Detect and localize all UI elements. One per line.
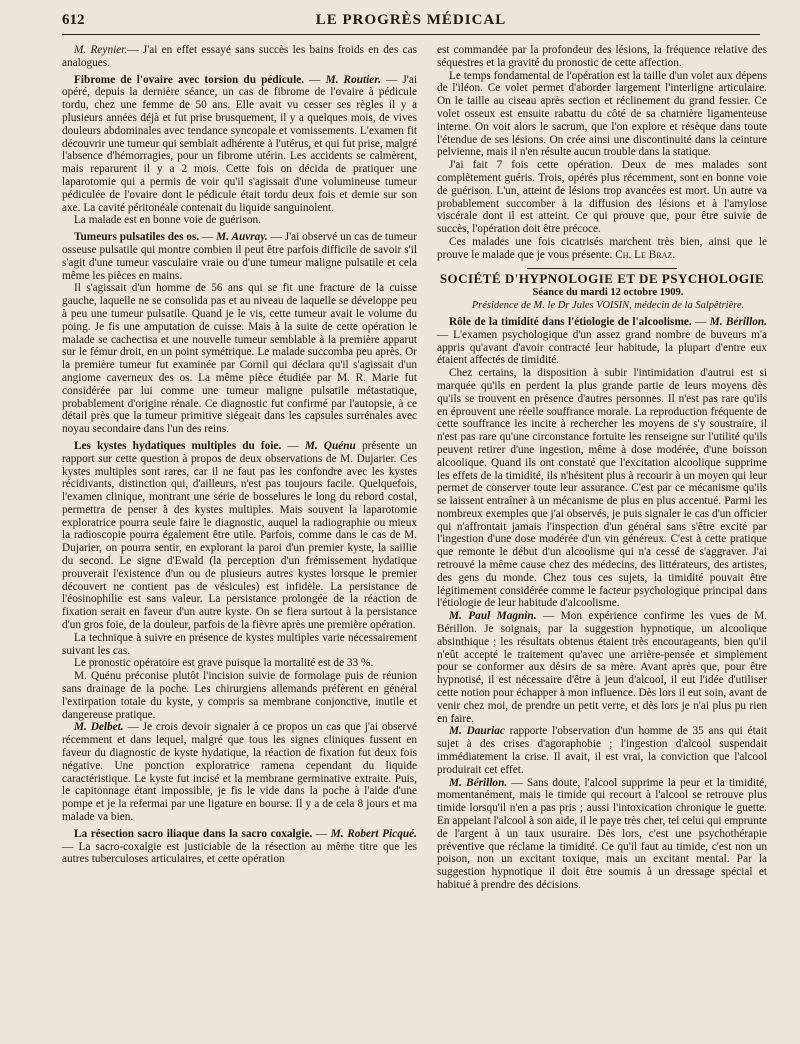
author-signature: Ch. Le Braz.	[615, 248, 676, 261]
society-title: SOCIÉTÉ D'HYPNOLOGIE ET DE PSYCHOLOGIE	[439, 270, 765, 286]
section-title: La résection sacro iliaque dans la sacro coxalgie.	[74, 827, 313, 840]
paragraph: Ces malades une fois cicatrisés marchent très bien, ainsi que le prouve le malade que je vous présente. Ch. Le Braz.	[437, 235, 767, 261]
paragraph: J'ai fait 7 fois cette opération. Deux de mes malades sont complètement guéris. Trois, opérés plus récemment, sont en bonne voie de guérison. L'un, atteint de lésions trop avancées est mort. Un autre va probablement succomber à la diffusion des lésions et à l'amylose viscérale dont il est atteint. Ce qui prouve que, pour être suivie de succès, l'opération doit être précoce.	[437, 159, 767, 236]
paragraph: M. Reynier.— J'ai en effet essayé sans succès les bains froids en des cas analogues.	[62, 44, 417, 69]
session-date: Séance du mardi 12 octobre 1909.	[532, 287, 684, 299]
page-header	[62, 10, 760, 35]
speaker-name: M. Quénu	[304, 439, 356, 452]
paragraph: M. Quénu préconise plutôt l'incision suivie de formolage puis de réunion sans drainage de la poche. Les chirurgiens allemands préfèrent en général l'extirpation totale du kyste, y compris sa membrane conjonctive, inutile et dangereuse pratique.	[62, 670, 417, 721]
paragraph: M. Dauriac rapporte l'observation d'un homme de 35 ans qui était sujet à des crises d'agoraphobie ; l'ingestion d'alcool suspendait immédiatement la crise. Il avait, il est vrai, la conviction que l'alcool produirait cet effet.	[437, 725, 768, 776]
paragraph: est commandée par la profondeur des lésions, la fréquence relative des séquestres et la gravité du pronostic de cette affection.	[437, 44, 767, 69]
paragraph: Le temps fondamental de l'opération est la taille d'un volet aux dépens de l'iléon. Ce volet permet d'aborder largement l'interligne articulaire. On le taille au ciseau après section et réclinement du grand fessier. Ce volet osseux est ensuite rabattu du côté de sa charnière ligamenteuse interne. On voit alors le sacrum, que l'on explore et résèque dans toute l'étendue de ses lésions. On crée ainsi une discontinuité dans la ceinture pelvienne, mais il n'en résulte aucun trouble dans la statique.	[437, 69, 767, 159]
section-fibrome: Fibrome de l'ovaire avec torsion du pédicule. — M. Routier. — J'ai opéré, depuis la dernière séance, un cas de fibrome de l'ovaire à pédicule tordu, chez une femme de 50 ans. Elle avait vu cesser ses règles il y a plusieurs années déjà et fut prise brusquement, il y a quelques mois, de vives douleurs abdominales avec tendance syncopale et vomissements. L'examen fit découvrir une tumeur qui semblait adhérente à l'utérus, et qui fut prise, malgré l'absence d'hémorragies, pour un fibrome utérin. Les accidents se calmèrent, mais reparurent il y a 2 mois. Cette fois on décida de pratiquer une laparotomie qui a permis de voir qu'il s'agissait d'une volumineuse tumeur pédiculée de l'ovaire dont le pédicule était tordu deux fois et demie sur son axe. La cavité péritonéale contenait du liquide sanguinolent.	[62, 73, 417, 214]
speaker-name: M. Paul Magnin.	[449, 610, 537, 623]
speaker-name: M. Bérillon.	[709, 315, 768, 328]
page-number: 612	[62, 12, 85, 28]
speaker-name: M. Bérillon.	[449, 776, 508, 789]
section-tumeurs-pulsatiles: Tumeurs pulsatiles des os. — M. Auvray. — J'ai observé un cas de tumeur osseuse pulsatile qui montre combien il peut être parfois difficile de savoir s'il s'agit d'une tumeur vasculaire vraie ou d'une tumeur maligne pulsatile et cela même les pièces en mains.	[62, 231, 417, 282]
journal-title: LE PROGRÈS MÉDICAL	[315, 12, 507, 28]
section-title: Les kystes hydatiques multiples du foie.	[74, 439, 282, 452]
paragraph: La technique à suivre en présence de kystes multiples varie nécessairement suivant les cas.	[62, 631, 417, 657]
speaker-name: M. Delbet.	[74, 721, 124, 734]
paragraph: M. Paul Magnin. — Mon expérience confirme les vues de M. Bérillon. Je soignais, par la suggestion hypnotique, un alcoolique absinthique ; les résultats obtenus étaient très encourageants, bien qu'il n'eût accepté le traitement qu'avec une arrière-pensée et simplement pour se conformer aux désirs de sa mère. Avant après que, pour être hypnotisé, il est nécessaire d'être à jeun d'alcool, il eut l'idée d'utiliser cette notion pour échapper à mon influence. Dès lors il eut soin, avant de venir chez moi, de prendre un petit verre, et dès lors je n'ai plus pu rien en faire.	[437, 610, 767, 725]
section-resection-sacro-iliaque: La résection sacro iliaque dans la sacro coxalgie. — M. Robert Picqué. — La sacro-coxalgie est justiciable de la résection au même titre que les autres tuberculoses articulaires, et cette opération	[62, 827, 417, 866]
speaker-name: M. Auvray.	[216, 231, 268, 244]
paragraph: Chez certains, la disposition à subir l'intimidation d'autrui est si marquée qu'ils en perdent la plus grande partie de leurs moyens dès qu'ils se trouvent en présence d'autres personnes. Il n'est pas rare qu'ils en éprouvent une réelle souffrance morale. La reproduction fréquente de cette souffrance les incite à rechercher les moyens de s'y soustraire, il n'est pas rare qu'une circonstance fortuite les renseigne sur l'utilité qu'ils peuvent retirer d'une ingestion, même à dose modérée, d'une boisson alcoolique. Quand ils ont constaté que l'excitation alcoolique supprime les effets de la timidité, ils n'hésitent plus à recourir à un moyen qui leur permet de conserver toute leur assurance. C'est par ce mécanisme qu'ils se laissent entraîner à un mécanisme de plus en plus accentué. Parmi les nombreux exemples que j'ai observés, je puis signaler le cas d'un officier qui n'affrontait jamais l'inspection d'un général sans s'être excité par l'ingestion d'une dose modérée d'un vin généreux. C'est à cette pratique que remonte le début d'un alcoolisme qui n'a cessé de s'aggraver. J'ai retrouvé la même cause chez des médecins, des littérateurs, des artistes, des gens du monde. Chez tous ces sujets, la timidité pouvait être légitimement considérée comme le facteur psychologique principal dans l'étiologie de leur habitude d'alcoolisme.	[437, 367, 767, 610]
section-title: Fibrome de l'ovaire avec torsion du pédicule.	[74, 73, 305, 86]
speaker-name: M. Robert Picqué.	[330, 827, 417, 840]
section-title: Rôle de la timidité dans l'étiologie de l'alcoolisme.	[449, 315, 692, 328]
paragraph: Le pronostic opératoire est grave puisque la mortalité est de 33 %.	[74, 657, 374, 670]
left-column	[62, 44, 417, 866]
speaker-name: M. Dauriac	[449, 725, 505, 738]
paragraph: M. Bérillon. — Sans doute, l'alcool supprime la peur et la timidité, momentanément, mais le timide qui recourt à l'alcool se retrouve plus timide lorsqu'il n'en a pas pris ; aussi l'intoxication chronique le guette. En appelant l'alcool à son aide, il le paye très cher, tel celui qui emprunte de l'argent à un taux usuraire. Dès lors, c'est une psychothérapie préventive que réclame la timidité. Ce qu'il faut au timide, c'est non un poison, non un excitant toxique, mais un excitant mental. Par la suggestion hypnotique il doit être soumis à un dressage spécial et habitué à prendre des décisions.	[437, 776, 768, 891]
presidency-line: Présidence de M. le Dr Jules VOISIN, médecin de la Salpêtrière.	[471, 300, 745, 312]
paragraph: La malade est en bonne voie de guérison.	[74, 214, 261, 227]
section-title: Tumeurs pulsatiles des os.	[74, 231, 200, 244]
speaker-name: M. Routier.	[325, 73, 381, 86]
section-kystes-hydatiques: Les kystes hydatiques multiples du foie. — M. Quénu présente un rapport sur cette question à propos de deux observations de M. Dujarier. Ces kystes multiples sont rares, car il ne faut pas les confondre avec les kystes récidivants, distinction qui, d'ailleurs, n'est pas toujours facile. Quelquefois, l'examen clinique, montrant une série de bosselures le long du rebord costal, permettra de penser à des kystes multiples. Mais souvent la laparotomie exploratrice pourra seule faire le diagnostic, auquel la radiographie ou mieux la radioscopie pourra également être utile. Parfois, comme dans le cas de M. Dujarier, on pourra sentir, en explorant la paroi d'un premier kyste, la saillie du second. Le signe d'Ewald (la perception d'un frémissement hydatique prouverait l'existence d'un ou de plusieurs autres kystes lorsque le premier découvert ne contient pas de vésicules) est infidèle. La persistance de l'éosinophilie est sans valeur. La persistance prolongée de la réaction de fixation serait en faveur d'un autre kyste. On se fiera surtout à la persistance d'un gros foie, de la douleur, parfois de la fièvre après une première opération.	[62, 439, 417, 632]
speaker-name: M. Reynier.	[74, 44, 128, 56]
paragraph: Il s'agissait d'un homme de 56 ans qui se fit une fracture de la cuisse gauche, laquelle ne se consolida pas et au niveau de laquelle se développe peu à peu une tumeur pulsatile. Quand je le vis, cette tumeur avait le volume du poing. Je fis une amputation de cuisse. Mais à la suite de cette opération le malade se cachectisa et une nouvelle tumeur semblable à la première apparut sur le fémur droit, en un point symétrique. Le malade succomba peu après. Or la première tumeur fut examinée par Cornil qui déclara qu'il s'agissait d'un angiome caverneux des os. La même pièce étudiée par M. R. Marie fut considérée par lui comme une tumeur maligne pulsatile métastatique, probablement d'origine rénale. Ce diagnostic fut confirmé par l'autopsie, à ce détail près que la tumeur primitive siégeait dans les capsules surrénales avec noyau secondaire dans l'un des reins.	[62, 282, 417, 436]
paragraph: M. Delbet. — Je crois devoir signaler à ce propos un cas que j'ai observé récemment et dans lequel, malgré que tous les signes cliniques fussent en faveur du diagnostic de kyste hydatique, la réaction de fixation fut deux fois négative. Une ponction exploratrice ramena cependant du liquide caractéristique. Le kyste fut incisé et la membrane germinative extraite. Puis, le capitonnage étant impossible, je fis le vide dans la poche à l'aide d'une pompe et je la refermai par une ligature en bourse. Il y a de cela 8 jours et ma malade va bien.	[62, 721, 417, 824]
right-column	[437, 44, 767, 892]
divider	[527, 268, 677, 269]
section-timidite: Rôle de la timidité dans l'étiologie de l'alcoolisme. — M. Bérillon. — L'examen psychologique d'un assez grand nombre de buveurs m'a appris qu'avant d'avoir contracté leur habitude, la plupart d'entre eux étaient affectés de timidité.	[437, 315, 768, 367]
